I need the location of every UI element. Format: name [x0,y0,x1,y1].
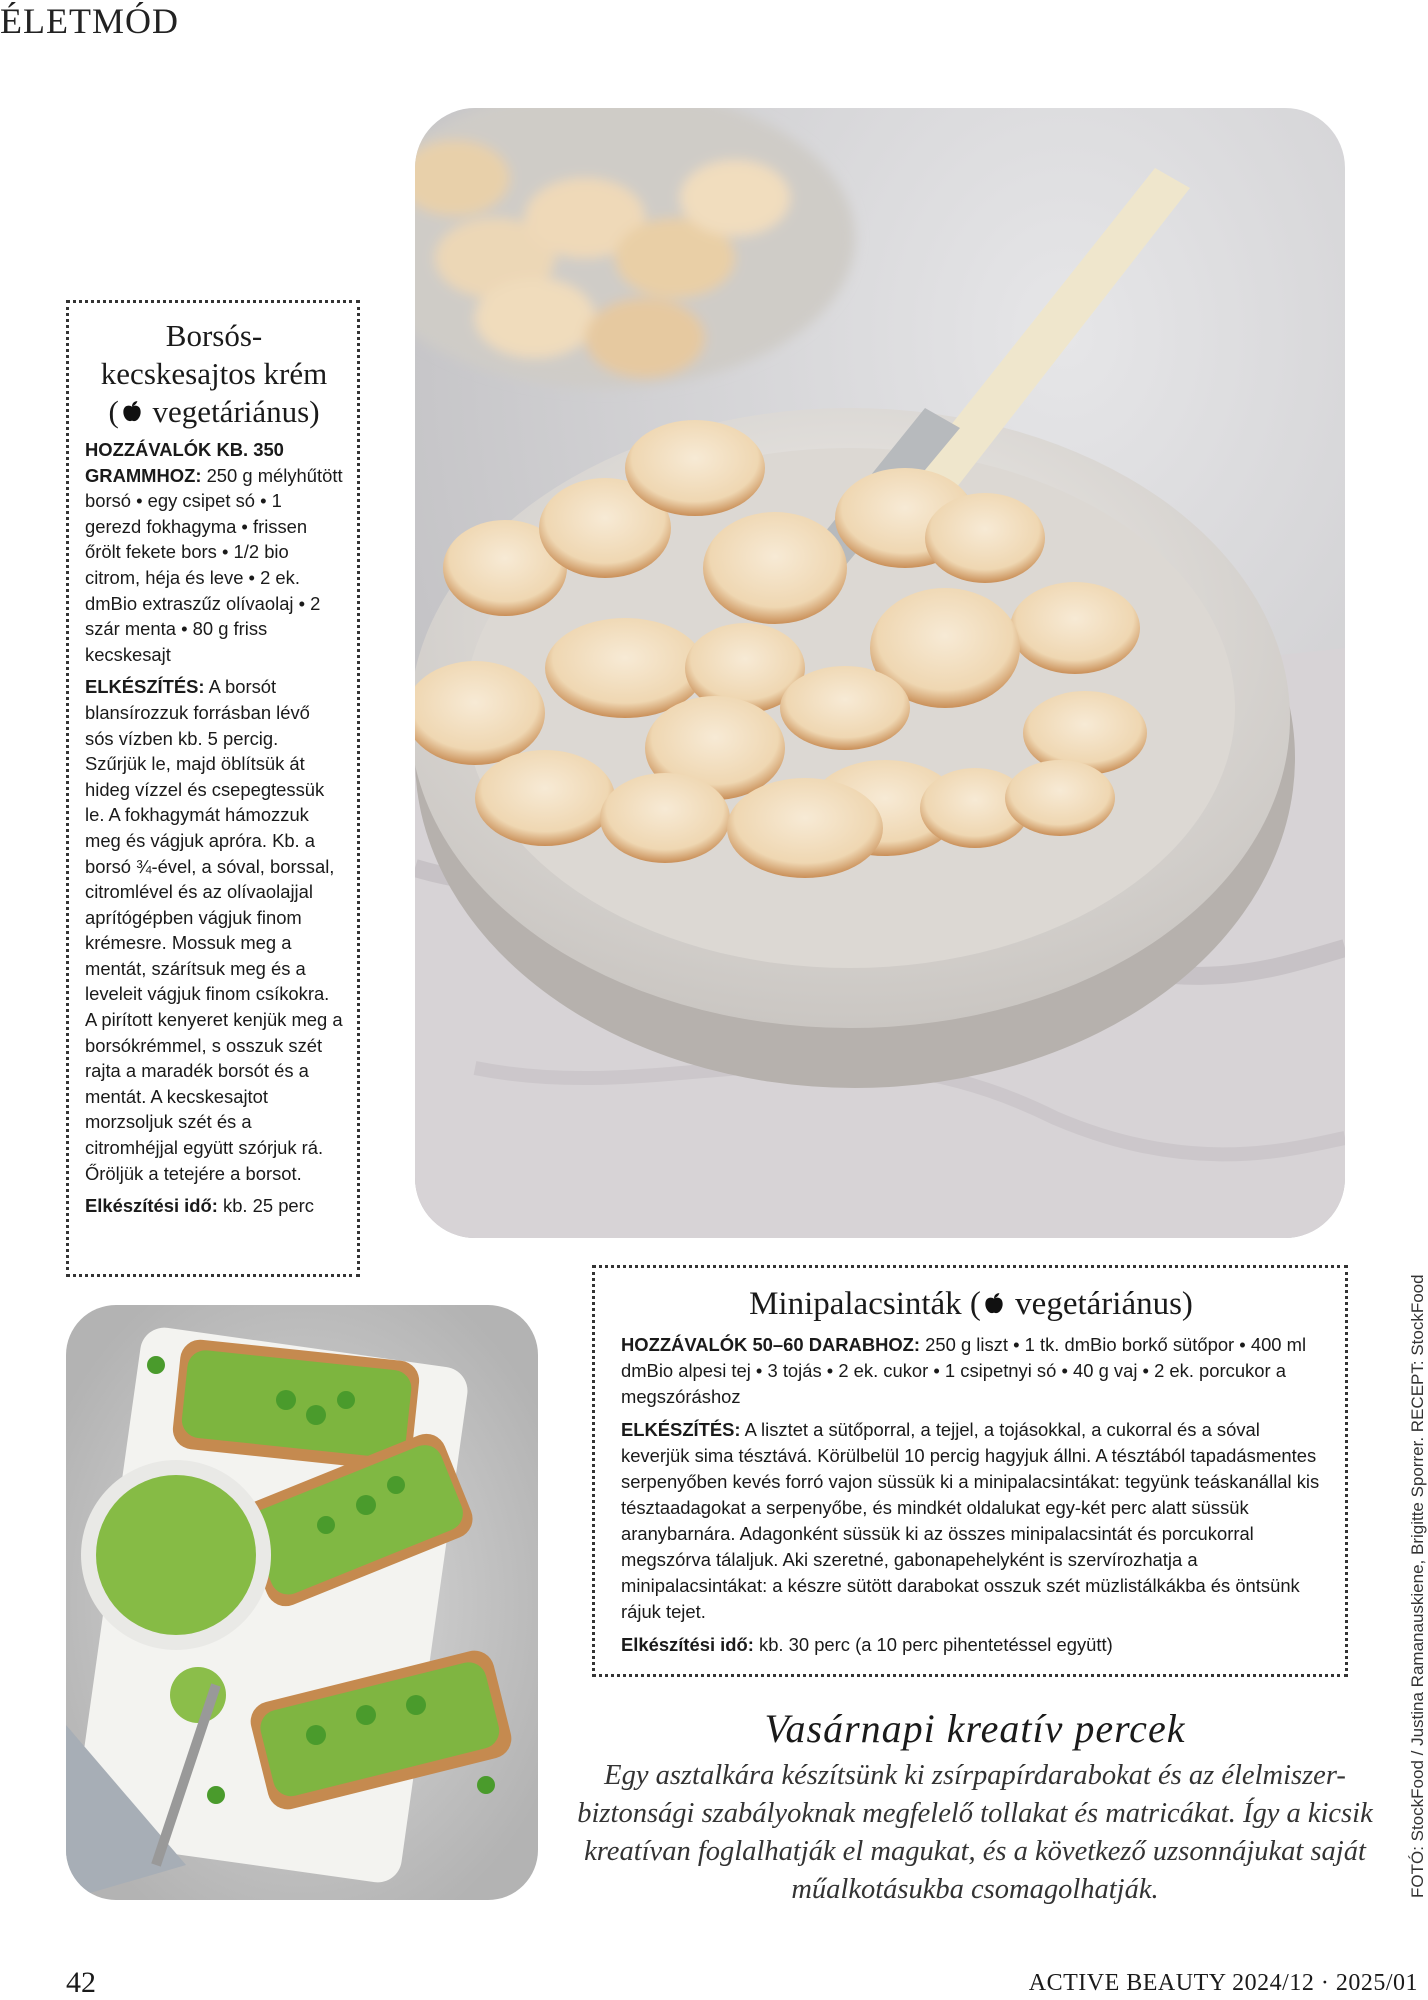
apple-icon [119,399,145,425]
pea-toast-photo [66,1305,538,1900]
section-label: ÉLETMÓD [0,1,179,41]
recipe-body: HOZZÁVALÓK 50–60 DARABHOZ: 250 g liszt • 1 tk. dmBio borkő sütőpor • 400 ml dmBio alpesi tej • 3 tojás • 2 ek. cukor • 1 csipetnyi só • 40 g vaj • 2 ek. porcukor a megszóráshoz ELKÉSZÍTÉS: A lisztet a sütőporral, a tejjel, a tojásokkal, a cukorral és a sóval keverjük sima tésztává. Körülbelül 10 percig hagyjuk állni. A tésztából tapadásmentes serpenyőben kevés forró vajon süssük ki a minipalacsintákat: tegyünk teáskanállal kis tésztaadagokat a serpenyőbe, és mindkét oldalukat egy-két perc alatt süssük aranybarnára. Adagonként süssük ki az összes minipalacsintát és porcukorral megszórva tálaljuk. Aki szeretné, gabonapehelyként is szervírozhatja a minipalacsintákat: a készre sütött darabokat osszuk szét müzlistálkákba és öntsünk rájuk tejet. Elkészítési idő: kb. 30 perc (a 10 perc pihentetéssel együtt) [621,1334,1320,1655]
recipe-title: Borsós- kecskesajtos krém ( vegetáriánus) [100,318,328,429]
mini-pancakes-photo [415,108,1345,1238]
photo-credit: FOTÓ: StockFood / Justina Ramanauskiene, Brigitte Sporrer. RECEPT: StockFood [1408,1274,1427,1898]
apple-icon [981,1291,1007,1317]
recipe-box-mini-pancakes [592,1265,1348,1677]
magazine-footer: ACTIVE BEAUTY 2024/12 · 2025/01 [1028,1970,1418,1996]
page-number: 42 [66,1966,96,1999]
promo-title: Vasárnapi kreatív percek [764,1706,1186,1751]
recipe-title: Minipalacsinták ( vegetáriánus) [749,1286,1193,1322]
recipe-body: HOZZÁVALÓK KB. 350 GRAMMHOZ: 250 g mélyhűtött borsó • egy csipet só • 1 gerezd fokhagyma • frissen őrölt fekete bors • 1/2 bio citrom, héja és leve • 2 ek. dmBio extraszűz olívaolaj • 2 szár menta • 80 g friss kecskesajt ELKÉSZÍTÉS: A borsót blansírozzuk forrásban lévő sós vízben kb. 5 percig. Szűrjük le, majd öblítsük át hideg vízzel és csepegtessük le. A fokhagymát hámozzuk meg és vágjuk apróra. Kb. a borsó ¾-ével, a sóval, borssal, citromlével és az olívaolajjal aprítógépben vágjuk finom krémesre. Mossuk meg a mentát, szárítsuk meg és a leveleit vágjuk finom csíkokra. A pirított kenyeret kenjük meg a borsókrémmel, s osszuk szét rajta a maradék borsót és a mentát. A kecskesajtot morzsoljuk szét és a citromhéjjal együtt szórjuk rá. Őröljük a tetejére a borsot. Elkészítési idő: kb. 25 perc [85,439,343,1217]
recipe-box-pea-cheese [66,300,360,1277]
promo-text: Egy asztalkára készítsünk ki zsírpapírdarabokat és az élelmiszer-biztonsági szabályoknak megfelelő tollakat és matricákat. Így a kicsik kreatívan foglalhatják el magukat, és a következő uzsonnájukat saját műalkotásukba csomagolhatják. [577,1760,1373,1905]
